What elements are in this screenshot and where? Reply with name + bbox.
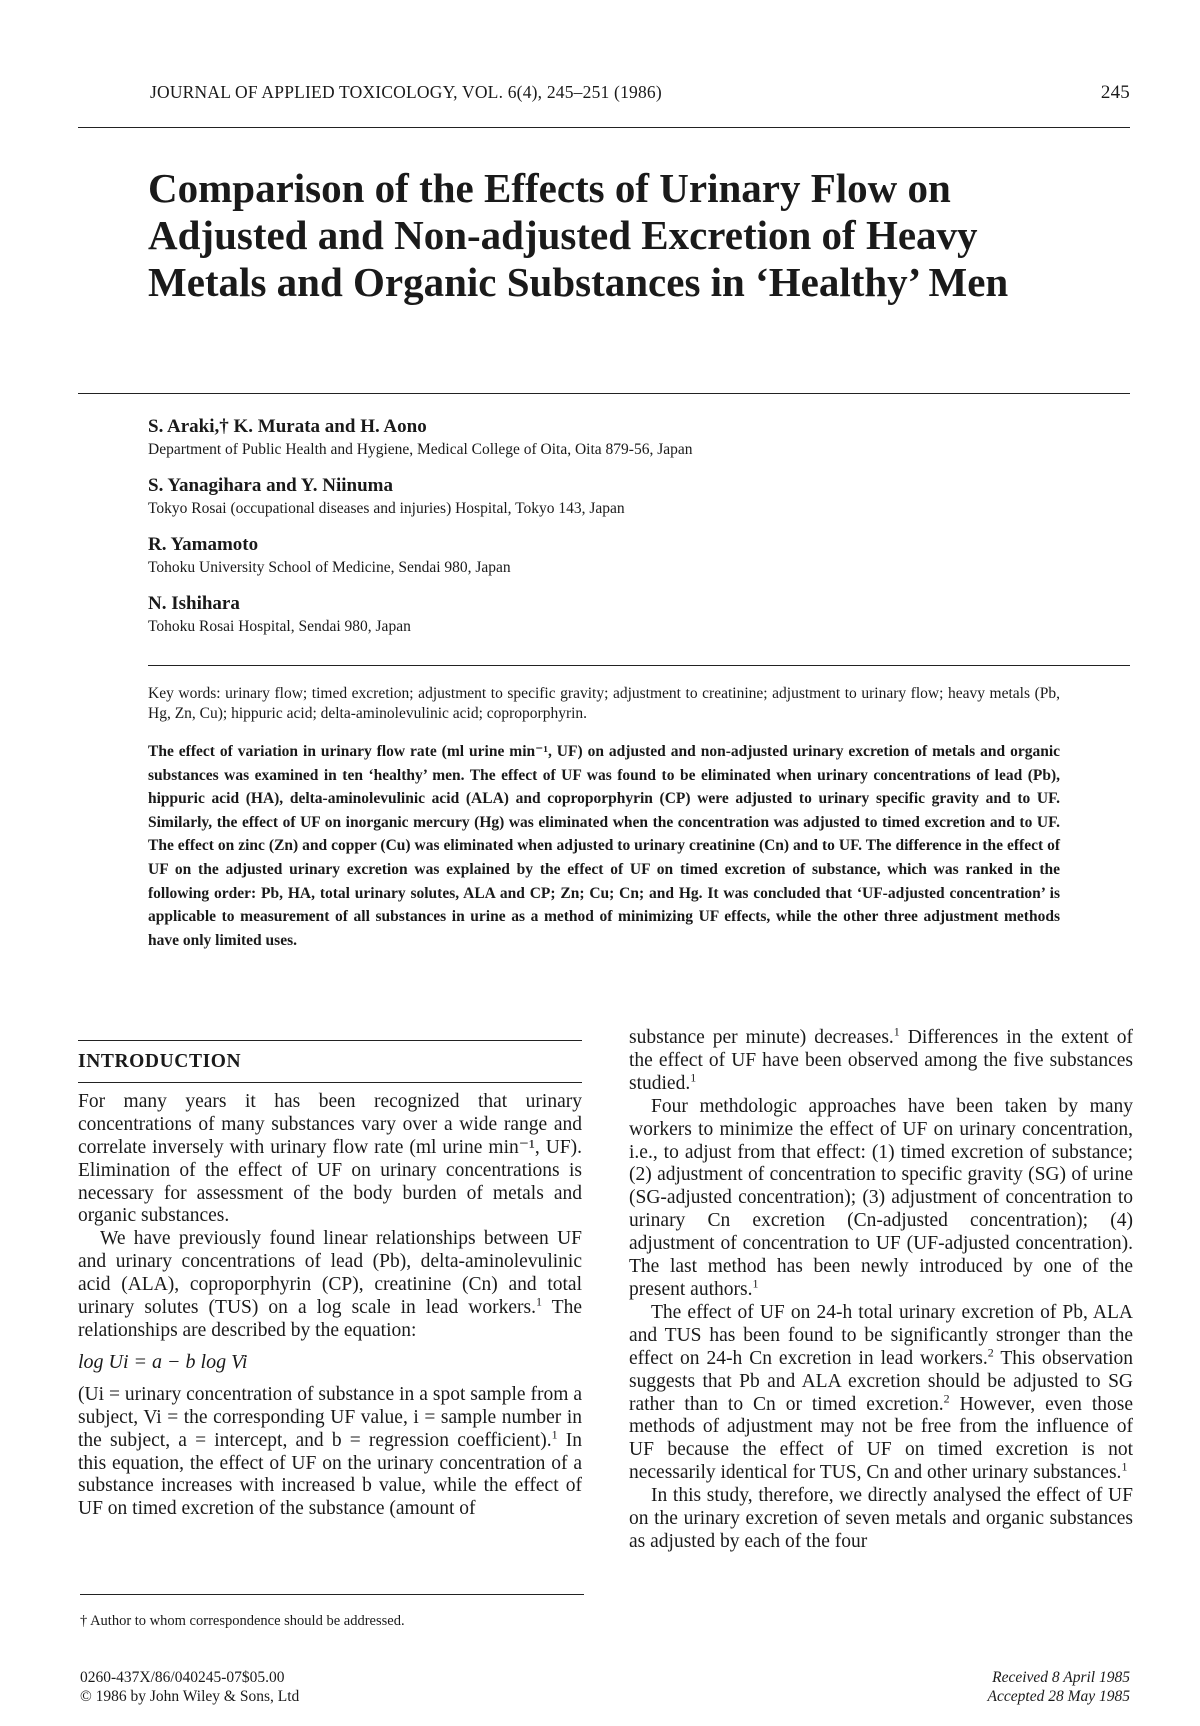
- citation: 1: [551, 1427, 558, 1442]
- right-paragraph-2: [629, 1096, 1133, 1302]
- abstract: The effect of variation in urinary flow rate (ml urine min⁻¹, UF) on adjusted and non-adjusted urinary excretion of metals and organic substances was examined in ten ‘healthy’ men. The effect of UF was found to be eliminated when urinary concentrations of lead (Pb), hippuric acid (HA), delta-aminolevulinic acid (ALA) and coproporphyrin (CP) were adjusted to urinary specific gravity and to UF. Similarly, the effect of UF on inorganic mercury (Hg) was eliminated when the concentration was adjusted to timed excretion and to UF. The effect on zinc (Zn) and copper (Cu) was eliminated when adjusted to urinary creatinine (Cn) and to UF. The difference in the effect of UF on the adjusted urinary excretion was explained by the effect of UF on timed excretion of substance, which was ranked in the following order: Pb, HA, total urinary solutes, ALA and CP; Zn; Cu; Cn; and Hg. It was concluded that ‘UF-adjusted concentration’ is applicable to measurement of all substances in urine as a method of minimizing UF effects, while the other three adjustment methods have only limited uses.: [148, 743, 1060, 949]
- running-head: [150, 82, 1130, 108]
- copyright: © 1986 by John Wiley & Sons, Ltd: [80, 1688, 300, 1705]
- accepted-date: Accepted 28 May 1985: [987, 1688, 1130, 1705]
- text: Four methdologic approaches have been taken by many workers to minimize the effect of UF on urinary concentration, i.e., to adjust from that effect: (1) timed excretion of substance; (2) adjustment of concentration to specific gravity (SG) of urine (SG-adjusted concentration); (3) adjustment of concentration to urinary Cn excretion (Cn-adjusted concentration); (4) adjustment of concentration to UF (UF-adjusted concentration). The last method has been newly introduced by one of the present authors.: [629, 1095, 1133, 1300]
- left-column: [78, 1040, 582, 1521]
- section-heading: INTRODUCTION: [78, 1051, 242, 1072]
- section-rule-bottom: [78, 1082, 582, 1083]
- footnote: † Author to whom correspondence should be addressed.: [80, 1613, 405, 1629]
- footnote-rule: [80, 1594, 584, 1595]
- text: substance per minute) decreases.: [629, 1027, 894, 1048]
- keywords: Key words: urinary flow; timed excretion; adjustment to specific gravity; adjustment to creatinine; adjustment to urinary flow; heavy metals (Pb, Hg, Zn, Cu); hippuric acid; delta-aminolevulinic acid; coproporphyrin.: [148, 685, 1060, 722]
- author-names: R. Yamamoto: [148, 534, 259, 555]
- author-group-2: [148, 474, 1078, 519]
- right-column: [629, 1024, 1133, 1554]
- page-number: 245: [1100, 82, 1130, 103]
- text: The relationships are described by the equation:: [78, 1297, 582, 1341]
- author-group-3: [148, 533, 1078, 578]
- right-paragraph-3: [629, 1302, 1133, 1485]
- text: Differences in the extent of the effect of UF have been observed among the five substances studied.: [629, 1027, 1133, 1094]
- author-affiliation: Tohoku Rosai Hospital, Sendai 980, Japan: [148, 618, 411, 635]
- citation: 1: [536, 1294, 542, 1309]
- section-rule-top: [78, 1040, 582, 1041]
- intro-paragraph-1: For many years it has been recognized that urinary concentrations of many substances vary over a wide range and correlate inversely with urinary flow rate (ml urine min⁻¹, UF). Elimination of the effect of UF on urinary concentrations is necessary for assessment of the body burden of metals and organic substances.: [78, 1090, 582, 1227]
- citation: 2: [987, 1345, 994, 1360]
- title-rule: [78, 393, 1130, 394]
- author-group-1: [148, 415, 1078, 460]
- citation: 1: [1121, 1459, 1128, 1474]
- article-code: 0260-437X/86/040245-07$05.00: [80, 1669, 285, 1686]
- right-paragraph-4: In this study, therefore, we directly analysed the effect of UF on the urinary excretion of seven metals and organic substances as adjusted by each of the four: [629, 1485, 1133, 1552]
- footer-left: [80, 1668, 299, 1706]
- intro-paragraph-2: [78, 1228, 582, 1343]
- author-affiliation: Tohoku University School of Medicine, Sendai 980, Japan: [148, 559, 511, 576]
- author-names: N. Ishihara: [148, 593, 240, 614]
- footer-right: [988, 1668, 1130, 1706]
- intro-paragraph-3: [78, 1384, 582, 1521]
- citation: 1: [893, 1024, 900, 1039]
- author-affiliation: Department of Public Health and Hygiene, Medical College of Oita, Oita 879-56, Japan: [148, 441, 693, 458]
- author-list: [148, 415, 1078, 651]
- text: In this equation, the effect of UF on the urinary concentration of a substance increases with increased b value, while the effect of UF on timed excretion of the substance (amount of: [78, 1429, 583, 1520]
- author-names: S. Araki,† K. Murata and H. Aono: [148, 416, 427, 437]
- text: However, even those methods of adjustment may not be free from the influence of UF because the effect of UF on timed excretion is not necessarily identical for TUS, Cn and other urinary substances.: [629, 1393, 1133, 1484]
- header-rule: [78, 127, 1130, 128]
- received-date: Received 8 April 1985: [992, 1669, 1130, 1686]
- author-group-4: [148, 592, 1078, 637]
- authors-rule: [148, 665, 1130, 666]
- text: This observation suggests that Pb and ALA excretion should be adjusted to SG rather than to Cn or timed excretion.: [629, 1347, 1133, 1415]
- text: (Ui = urinary concentration of substance in a spot sample from a subject, Vi = the corresponding UF value, i = sample number in the subject, a = intercept, and b = regression coefficient).: [78, 1383, 582, 1451]
- equation: log Ui = a − b log Vi: [78, 1350, 248, 1373]
- text: The effect of UF on 24-h total urinary excretion of Pb, ALA and TUS has been found to be significantly stronger than the effect on 24-h Cn excretion in lead workers.: [629, 1301, 1133, 1369]
- article-title: Comparison of the Effects of Urinary Flow on Adjusted and Non-adjusted Excretion of Heavy Metals and Organic Substances in ‘Healthy’ Men: [148, 165, 1009, 305]
- citation: 1: [752, 1276, 759, 1291]
- right-paragraph-1: [629, 1024, 1133, 1096]
- citation: 1: [690, 1070, 697, 1085]
- author-names: S. Yanagihara and Y. Niinuma: [148, 475, 393, 496]
- text: We have previously found linear relationships between UF and urinary concentrations of lead (Pb), delta-aminolevulinic acid (ALA), coproporphyrin (CP), creatinine (Cn) and total urinary solutes (TUS) on a log scale in lead workers.: [78, 1228, 582, 1319]
- journal-citation: JOURNAL OF APPLIED TOXICOLOGY, VOL. 6(4), 245–251 (1986): [150, 82, 662, 102]
- author-affiliation: Tokyo Rosai (occupational diseases and injuries) Hospital, Tokyo 143, Japan: [148, 500, 625, 517]
- citation: 2: [943, 1391, 950, 1405]
